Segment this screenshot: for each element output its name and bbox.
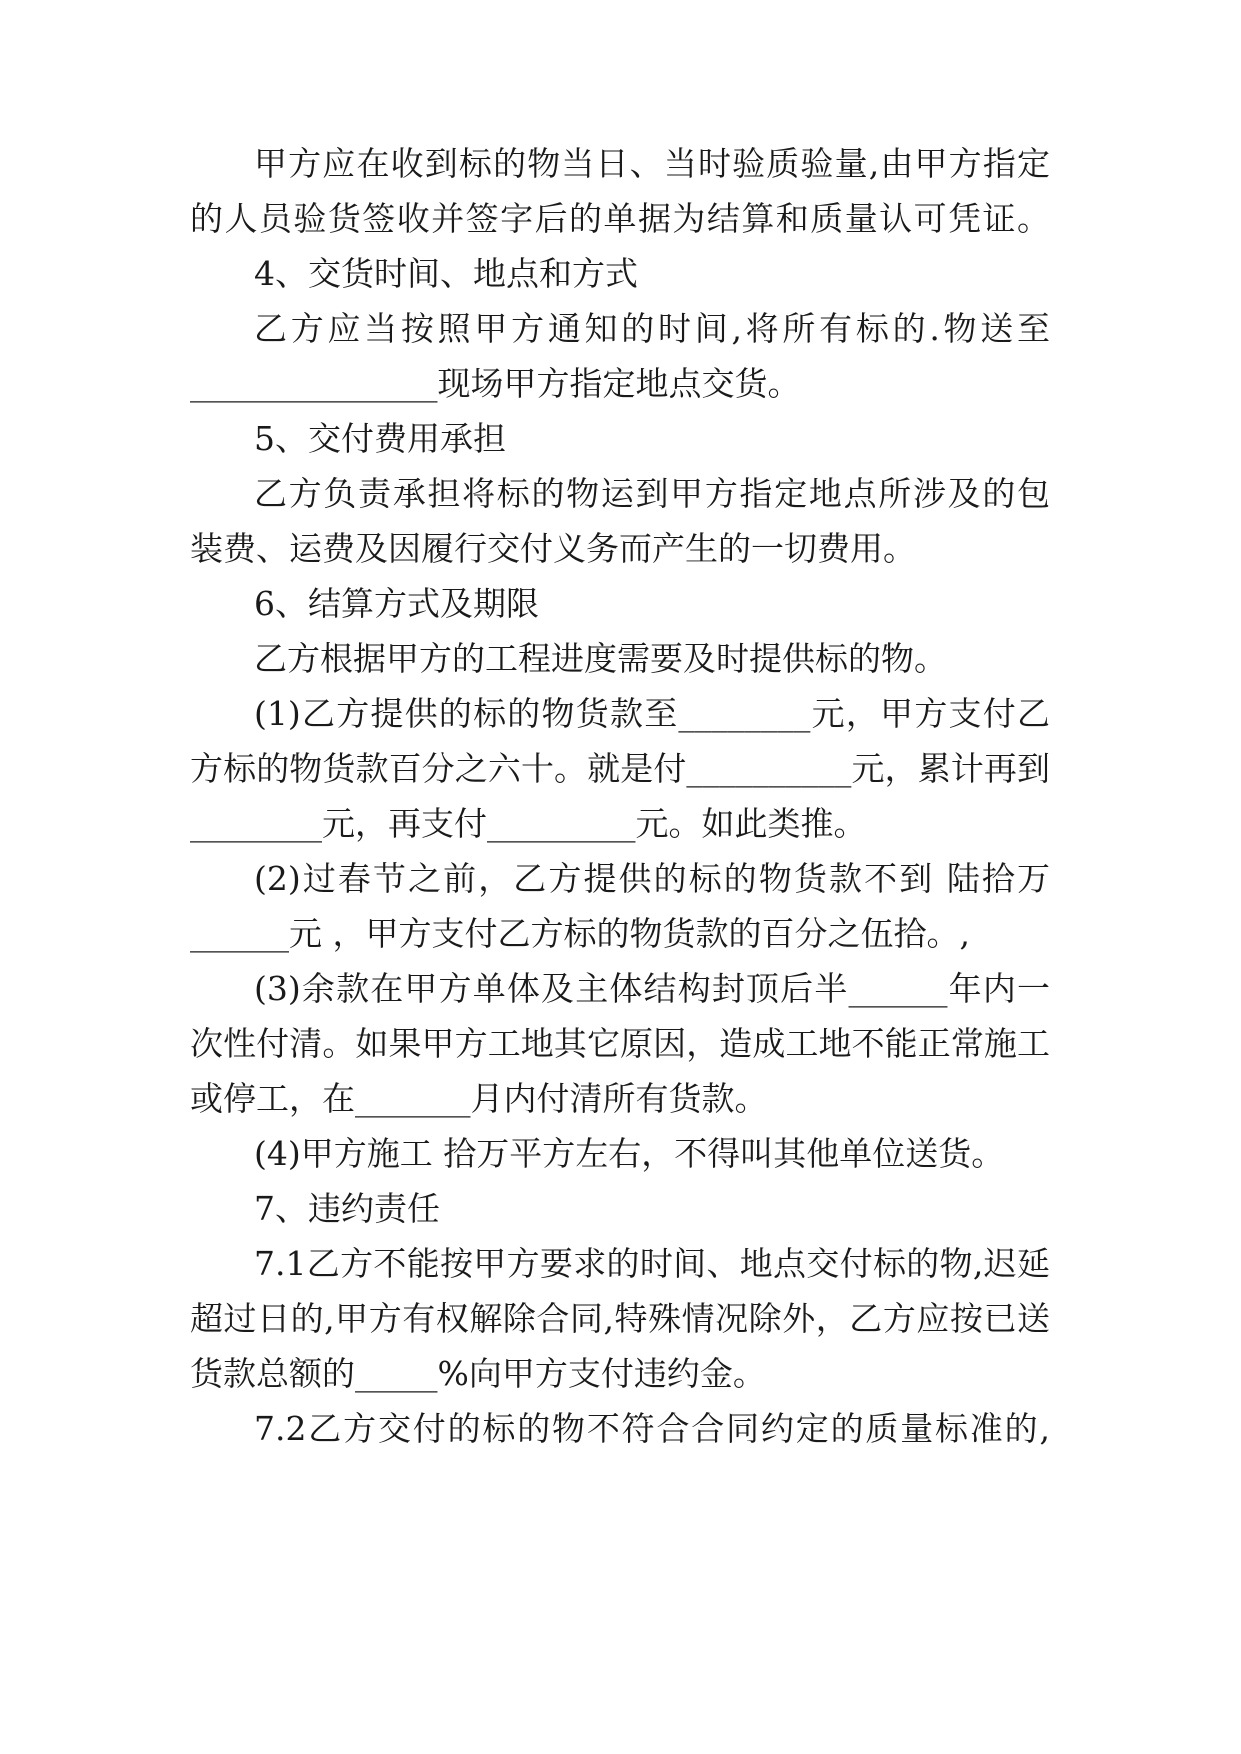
paragraph-line: 或停工，在_______月内付清所有货款。 (190, 1079, 768, 1118)
paragraph-line: _______________现场甲方指定地点交货。 (190, 364, 801, 403)
paragraph-line: 乙方负责承担将标的物运到甲方指定地点所涉及的包 (254, 474, 1050, 513)
paragraph-line: (4)甲方施工 拾万平方左右，不得叫其他单位送货。 (254, 1134, 1005, 1173)
paragraph-line: (1)乙方提供的标的物货款至________元，甲方支付乙 (254, 694, 1050, 733)
section-heading: 5、交付费用承担 (254, 419, 506, 458)
paragraph-line: 乙方应当按照甲方通知的时间,将所有标的.物送至 (254, 309, 1050, 348)
paragraph-line: 装费、运费及因履行交付义务而产生的一切费用。 (190, 529, 916, 568)
paragraph-line: 7.2乙方交付的标的物不符合合同约定的质量标准的, (254, 1409, 1050, 1448)
paragraph-line: 7.1乙方不能按甲方要求的时间、地点交付标的物,迟延 (254, 1244, 1050, 1283)
paragraph-line: 乙方根据甲方的工程进度需要及时提供标的物。 (254, 639, 947, 678)
paragraph-line: 的人员验货签收并签字后的单据为结算和质量认可凭证。 (190, 199, 1050, 238)
paragraph-line: (2)过春节之前，乙方提供的标的物货款不到 陆拾万 (254, 859, 1050, 898)
paragraph-line: (3)余款在甲方单体及主体结构封顶后半______年内一 (254, 969, 1050, 1008)
paragraph-line: 次性付清。如果甲方工地其它原因，造成工地不能正常施工 (190, 1024, 1050, 1063)
paragraph-line: 甲方应在收到标的物当日、当时验质验量,由甲方指定 (254, 144, 1050, 183)
section-heading: 4、交货时间、地点和方式 (254, 254, 638, 293)
section-heading: 7、违约责任 (254, 1189, 440, 1228)
paragraph-line: 超过日的,甲方有权解除合同,特殊情况除外，乙方应按已送 (190, 1299, 1050, 1338)
section-heading: 6、结算方式及期限 (254, 584, 539, 623)
paragraph-line: ________元，再支付_________元。如此类推。 (190, 804, 867, 843)
paragraph-line: 方标的物货款百分之六十。就是付__________元，累计再到 (190, 749, 1050, 788)
paragraph-line: ______元 ，甲方支付乙方标的物货款的百分之伍拾。, (190, 914, 970, 953)
paragraph-line: 货款总额的_____%向甲方支付违约金。 (190, 1354, 766, 1393)
